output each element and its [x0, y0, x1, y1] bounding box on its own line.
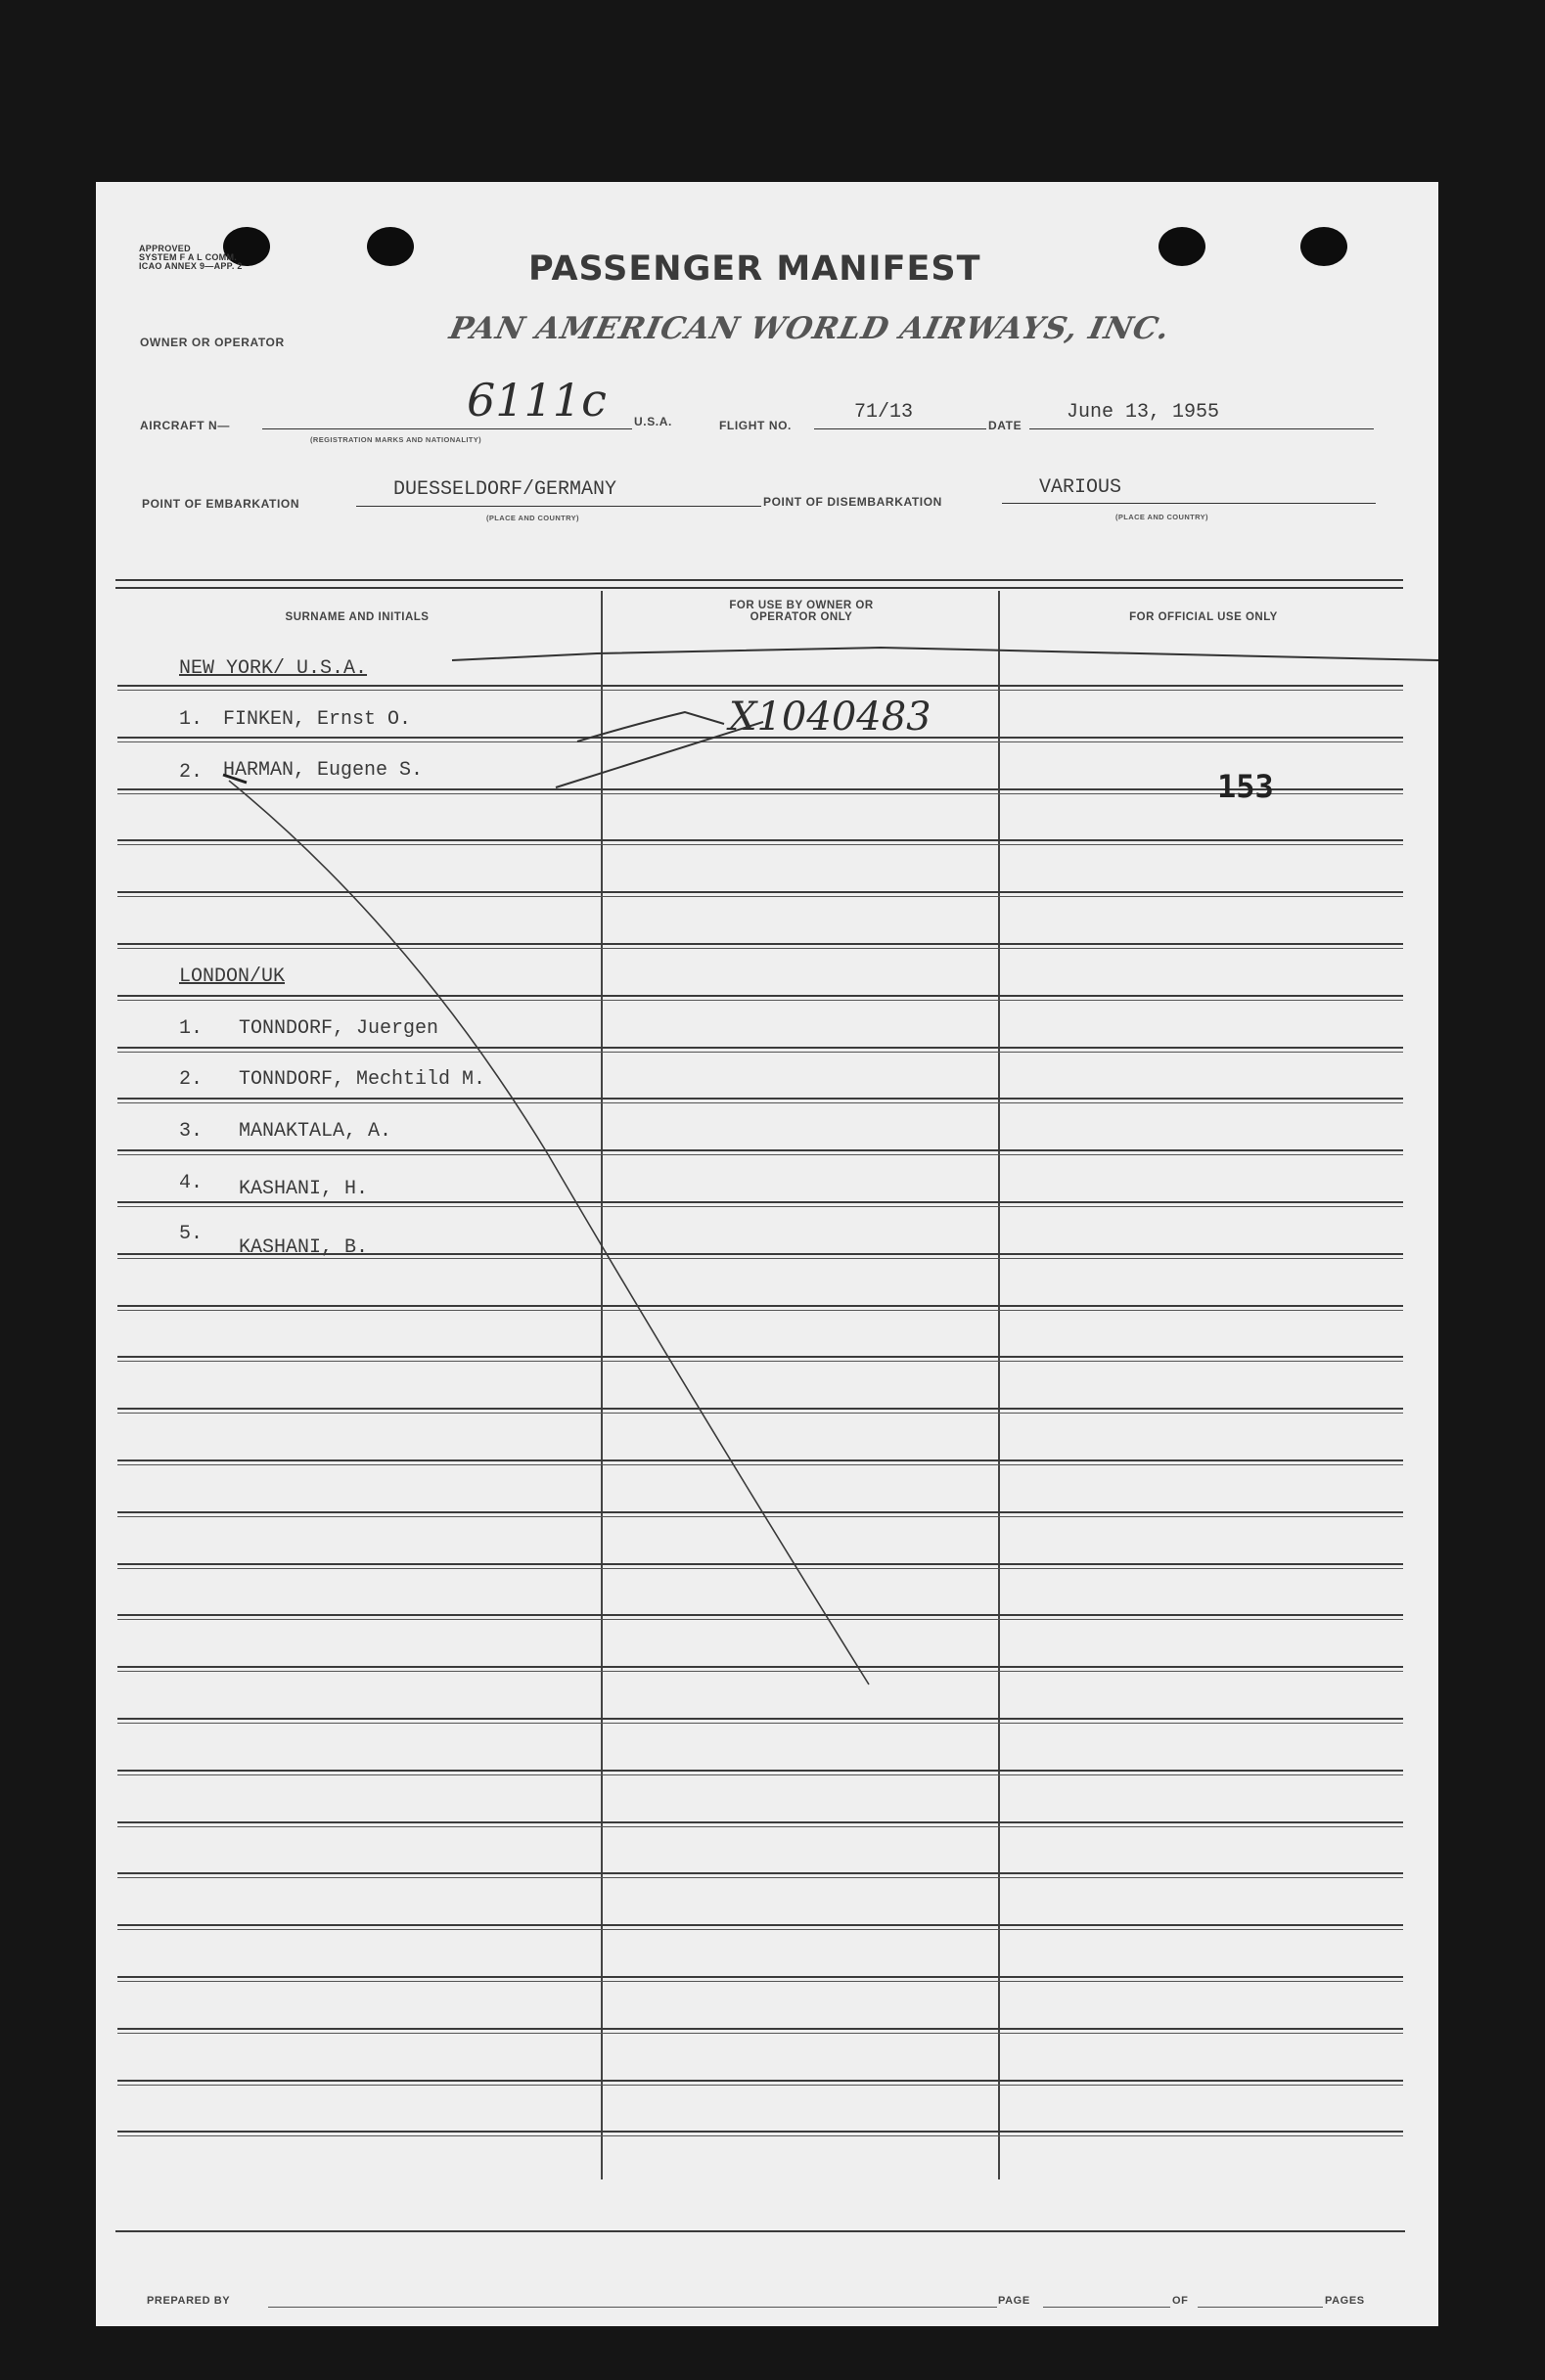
page-label: PAGE [998, 2295, 1030, 2307]
column-divider [601, 591, 603, 2179]
ruled-line [117, 1929, 1403, 1930]
ruled-line [117, 1770, 1403, 1772]
column-header-official: FOR OFFICIAL USE ONLY [1129, 611, 1278, 623]
ruled-line [117, 1981, 1403, 1982]
entry-number: 4. [179, 1172, 204, 1194]
ruled-line [117, 1047, 1403, 1049]
ruled-line [117, 1877, 1403, 1878]
of-line [1198, 2307, 1323, 2308]
entry-number: 2. [179, 761, 204, 784]
page-title: PASSENGER MANIFEST [528, 249, 981, 289]
ruled-line [117, 1464, 1403, 1465]
column-header-surname: SURNAME AND INITIALS [285, 611, 430, 623]
ruled-line [117, 1924, 1403, 1926]
ruled-line [117, 1459, 1403, 1461]
flight-label: FLIGHT NO. [719, 419, 792, 432]
ruled-line [117, 685, 1403, 687]
ruled-line [117, 943, 1403, 945]
ruled-line [117, 1310, 1403, 1311]
of-label: OF [1172, 2295, 1189, 2307]
ruled-line [117, 1723, 1403, 1724]
ruled-line [117, 1154, 1403, 1155]
ruled-line [117, 1356, 1403, 1358]
header-rule [115, 587, 1403, 589]
flight-value: 71/13 [854, 401, 914, 424]
ruled-line [117, 2131, 1403, 2133]
ruled-line [117, 1052, 1403, 1053]
passenger-name: HARMAN, Eugene S. [223, 759, 424, 782]
passenger-name: KASHANI, B. [239, 1236, 369, 1259]
ruled-line [117, 1666, 1403, 1668]
column-divider [998, 591, 1000, 2179]
passenger-name: KASHANI, H. [239, 1178, 369, 1200]
group-heading: NEW YORK/ U.S.A. [179, 657, 368, 680]
ruled-line [117, 1305, 1403, 1307]
aircraft-label: AIRCRAFT N— [140, 419, 230, 432]
approval-line: SYSTEM F A L COMM. [139, 252, 238, 262]
punch-hole [367, 227, 414, 266]
ruled-line [117, 2028, 1403, 2030]
ruled-line [117, 793, 1403, 794]
official-stamp: 153 [1217, 768, 1274, 805]
aircraft-sublabel: (REGISTRATION MARKS AND NATIONALITY) [310, 435, 482, 444]
ruled-line [117, 1774, 1403, 1775]
disembark-sublabel: (PLACE AND COUNTRY) [1115, 513, 1208, 521]
disembark-label: POINT OF DISEMBARKATION [763, 495, 942, 509]
operator-name: PAN AMERICAN WORLD AIRWAYS, INC. [446, 311, 1173, 346]
approval-line: APPROVED [139, 244, 191, 253]
aircraft-underline [262, 428, 632, 429]
ruled-line [117, 788, 1403, 790]
ruled-line [117, 1098, 1403, 1100]
ruled-line [117, 1102, 1403, 1103]
flight-underline [814, 428, 986, 429]
approval-stamp [139, 245, 243, 271]
footer-rule [115, 2230, 1405, 2232]
prepared-by-line [268, 2307, 997, 2308]
ruled-line [117, 690, 1403, 691]
ruled-line [117, 1000, 1403, 1001]
owner-label: OWNER OR OPERATOR [140, 336, 285, 349]
aircraft-value: 6111c [467, 374, 607, 427]
passenger-name: MANAKTALA, A. [239, 1120, 392, 1143]
date-underline [1029, 428, 1374, 429]
ruled-line [117, 2033, 1403, 2034]
date-value: June 13, 1955 [1067, 401, 1220, 424]
ruled-line [117, 2135, 1403, 2136]
ruled-line [117, 839, 1403, 841]
ruled-line [117, 1718, 1403, 1720]
ruled-line [117, 1872, 1403, 1874]
ruled-line [117, 2080, 1403, 2082]
ruled-line [117, 2085, 1403, 2086]
ruled-line [117, 1149, 1403, 1151]
ruled-line [117, 995, 1403, 997]
punch-hole [1300, 227, 1347, 266]
approval-line: ICAO ANNEX 9—APP. 2 [139, 261, 243, 271]
owner-note: X1040483 [729, 695, 932, 740]
ruled-line [117, 1206, 1403, 1207]
ruled-line [117, 1619, 1403, 1620]
ruled-line [117, 1563, 1403, 1565]
disembark-value: VARIOUS [1039, 476, 1122, 499]
ruled-line [117, 948, 1403, 949]
ruled-line [117, 896, 1403, 897]
ruled-line [117, 1826, 1403, 1827]
date-label: DATE [988, 419, 1022, 432]
ruled-line [117, 1413, 1403, 1414]
ruled-line [117, 1516, 1403, 1517]
entry-number: 5. [179, 1223, 204, 1245]
header-rule [115, 579, 1403, 581]
ruled-line [117, 1614, 1403, 1616]
ruled-line [117, 1671, 1403, 1672]
ruled-line [117, 1821, 1403, 1823]
entry-number: 1. [179, 708, 204, 731]
entry-number: 2. [179, 1068, 204, 1091]
passenger-name: TONNDORF, Mechtild M. [239, 1068, 486, 1091]
passenger-name: TONNDORF, Juergen [239, 1017, 439, 1040]
embark-label: POINT OF EMBARKATION [142, 497, 300, 511]
entry-number: 3. [179, 1120, 204, 1143]
ruled-line [117, 1568, 1403, 1569]
ruled-line [117, 1976, 1403, 1978]
ruled-line [117, 1201, 1403, 1203]
disembark-underline [1002, 503, 1376, 504]
embark-sublabel: (PLACE AND COUNTRY) [486, 514, 579, 522]
column-header-owner: FOR USE BY OWNER OR OPERATOR ONLY [729, 600, 874, 623]
pages-label: PAGES [1325, 2295, 1365, 2307]
entry-number: 1. [179, 1017, 204, 1040]
ruled-line [117, 1408, 1403, 1410]
embark-underline [356, 506, 761, 507]
ruled-line [117, 1511, 1403, 1513]
ruled-line [117, 891, 1403, 893]
ruled-line [117, 741, 1403, 742]
usa-label: U.S.A. [634, 415, 672, 428]
ruled-line [117, 844, 1403, 845]
group-heading: LONDON/UK [179, 965, 286, 988]
prepared-by-label: PREPARED BY [147, 2295, 231, 2307]
passenger-name: FINKEN, Ernst O. [223, 708, 412, 731]
page-line [1043, 2307, 1170, 2308]
ruled-line [117, 1361, 1403, 1362]
embark-value: DUESSELDORF/GERMANY [393, 478, 617, 501]
punch-hole [1159, 227, 1205, 266]
